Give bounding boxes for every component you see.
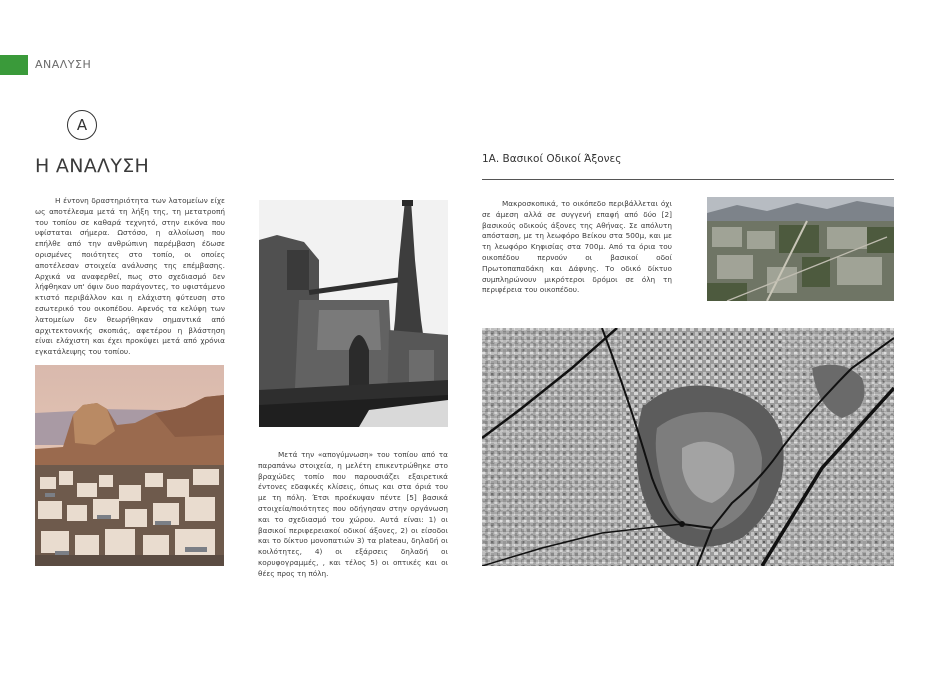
section-label: ΑΝΑΛΥΣΗ (35, 58, 92, 71)
chapter-letter: Α (76, 116, 88, 134)
road-axes-paragraph: Μακροσκοπικά, το οικόπεδο περιβάλλεται όχι σε άμεση αλλά σε συγγενή επαφή από δύο [2] βασικούς οδικούς άξονες της Αθήνας. Σε απόλυτη απόσταση, με τη λεωφόρο Βείκου στα 500μ, και με τη λεωφόρο Κηφισίας στα 700μ. Από τα όρια του οικοπέδου περνούν οι βασικοί οδοί Πρωτοπαπαδάκη και Δάφνης. Το οδικό δίκτυο συμπληρώνουν μικρότεροι δρόμοι σε όλη τη περιφέρεια του οικοπέδου. (482, 199, 672, 295)
aerial-city-photo (707, 197, 894, 301)
section-subtitle: 1Α. Βασικοί Οδικοί Άξονες (482, 153, 622, 165)
road-axes-aerial-map (482, 328, 894, 566)
intro-paragraph: Η έντονη δραστηριότητα των λατομείων είχε ως αποτέλεσμα μετά τη λήξη της, τη μετατροπή του τοπίου σε καθαρά τεχνητό, στην εικόνα που υφίσταται σήμερα. Ωστόσο, η αλλοίωση που επήλθε από την ανθρώπινη παρέμβαση έδωσε ορισμένες ποιότητες στο τοπίο, οι οποίες αποτέλεσαν στοιχεία ανάλυσης της επέμβασης. Αρχικά να αναφερθεί, πως στο σχεδιασμό δεν λήφθηκαν υπ' όψιν δυο παράγοντες, το υφιστάμενο κτιστό περιβάλλον και η ελάχιστη φύτευση στο εσωτερικό του οικοπέδου. Αφενός τα κελύφη των λατομείων δεν θεωρήθηκαν σημαντικά από αρχιτεκτονικής σκοπιάς, αφετέρου η βλάστηση είναι ελάχιστη και έχει προκύψει μετά από χρόνια εγκατάλειψης του τοπίου. (35, 196, 225, 357)
quarry-hill-city-photo (35, 365, 224, 566)
quarry-chimney-photo (259, 200, 448, 427)
page-title: Η ΑΝΑΛΥΣΗ (35, 155, 150, 177)
chapter-letter-badge (67, 110, 97, 140)
section-color-marker (0, 55, 28, 75)
subtitle-divider (482, 179, 894, 180)
analysis-elements-paragraph: Μετά την «απογύμνωση» του τοπίου από τα παραπάνω στοιχεία, η μελέτη επικεντρώθηκε στο βραχώδες τοπίο που παρουσιάζει εξαιρετικά έντονες εδαφικές κλίσεις, όπως και στα όριά του με τη πόλη. Έτσι προέκυψαν πέντε [5] βασικά στοιχεία/ποιότητες που οδήγησαν στην οργάνωση και το σχεδιασμό του χώρου. Αυτά είναι: 1) οι βασικοί περιφερειακοί οδικοί άξονες, 2) οι είσοδοι και το δίκτυο μονοπατιών 3) τα plateau, δηλαδή οι κοιλότητες, 4) οι εξάρσεις δηλαδή οι κορυφογραμμές, , και τέλος 5) οι οπτικές και οι θέες προς τη πόλη. (258, 450, 448, 578)
